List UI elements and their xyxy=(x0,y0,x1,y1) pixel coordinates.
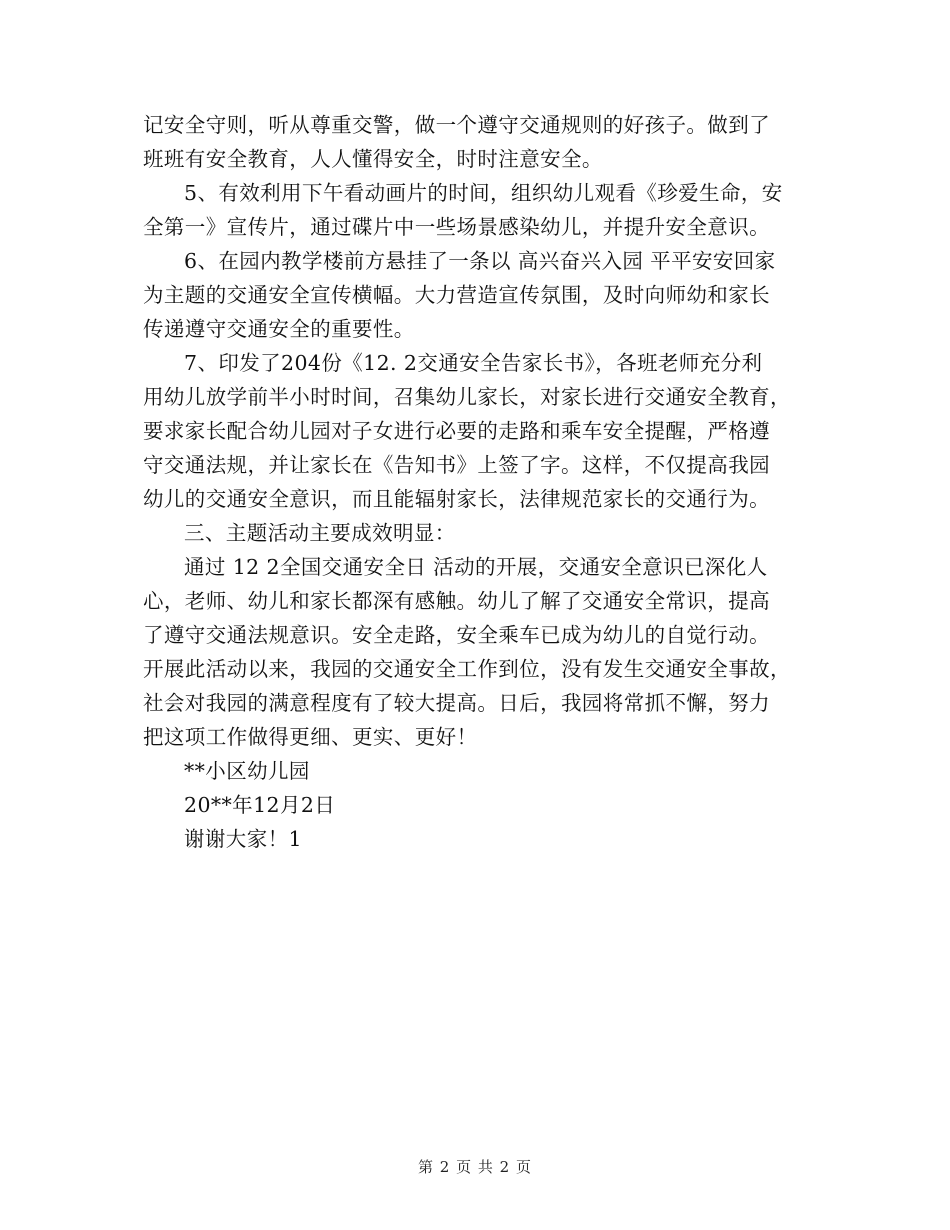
paragraph-start-line: 5、有效利用下午看动画片的时间，组织幼儿观看《珍爱生命，安 xyxy=(184,181,783,205)
text-line: 全第一》宣传片，通过碟片中一些场景感染幼儿，并提升安全意识。 xyxy=(143,215,770,239)
text-line: 社会对我园的满意程度有了较大提高。日后，我园将常抓不懈，努力 xyxy=(143,691,770,715)
text-line: 守交通法规，并让家长在《告知书》上签了字。这样，不仅提高我园 xyxy=(143,453,770,477)
document-body xyxy=(143,108,811,856)
signature-date: 20**年12月2日 xyxy=(184,793,336,817)
section-heading: 三、主题活动主要成效明显： xyxy=(184,521,456,545)
text-line: 开展此活动以来，我园的交通安全工作到位，没有发生交通安全事故， xyxy=(143,657,791,681)
paragraph-start-line: 7、印发了204份《12. 2交通安全告家长书》，各班老师充分利 xyxy=(184,351,763,375)
closing-line: 谢谢大家！1 xyxy=(184,827,302,851)
text-line: 幼儿的交通安全意识，而且能辐射家长，法律规范家长的交通行为。 xyxy=(143,487,770,511)
signature-organization: **小区幼儿园 xyxy=(184,759,310,783)
text-line: 班班有安全教育，人人懂得安全，时时注意安全。 xyxy=(143,147,603,171)
text-line: 为主题的交通安全宣传横幅。大力营造宣传氛围，及时向师幼和家长 xyxy=(143,283,770,307)
page-number-footer: 第 2 页 共 2 页 xyxy=(418,1158,532,1176)
text-line: 把这项工作做得更细、更实、更好！ xyxy=(143,725,478,749)
paragraph-start-line: 通过 12 2全国交通安全日 活动的开展，交通安全意识已深化人 xyxy=(184,555,768,579)
text-line: 心，老师、幼儿和家长都深有感触。幼儿了解了交通安全常识，提高 xyxy=(143,589,770,613)
text-line: 了遵守交通法规意识。安全走路，安全乘车已成为幼儿的自觉行动。 xyxy=(143,623,770,647)
text-line: 要求家长配合幼儿园对子女进行必要的走路和乘车安全提醒，严格遵 xyxy=(143,419,770,443)
text-line: 传递遵守交通安全的重要性。 xyxy=(143,317,415,341)
paragraph-start-line: 6、在园内教学楼前方悬挂了一条以 高兴奋兴入园 平平安安回家 xyxy=(184,249,776,273)
text-line: 记安全守则，听从尊重交警，做一个遵守交通规则的好孩子。做到了 xyxy=(143,113,770,137)
text-line: 用幼儿放学前半小时时间，召集幼儿家长，对家长进行交通安全教育， xyxy=(143,385,791,409)
